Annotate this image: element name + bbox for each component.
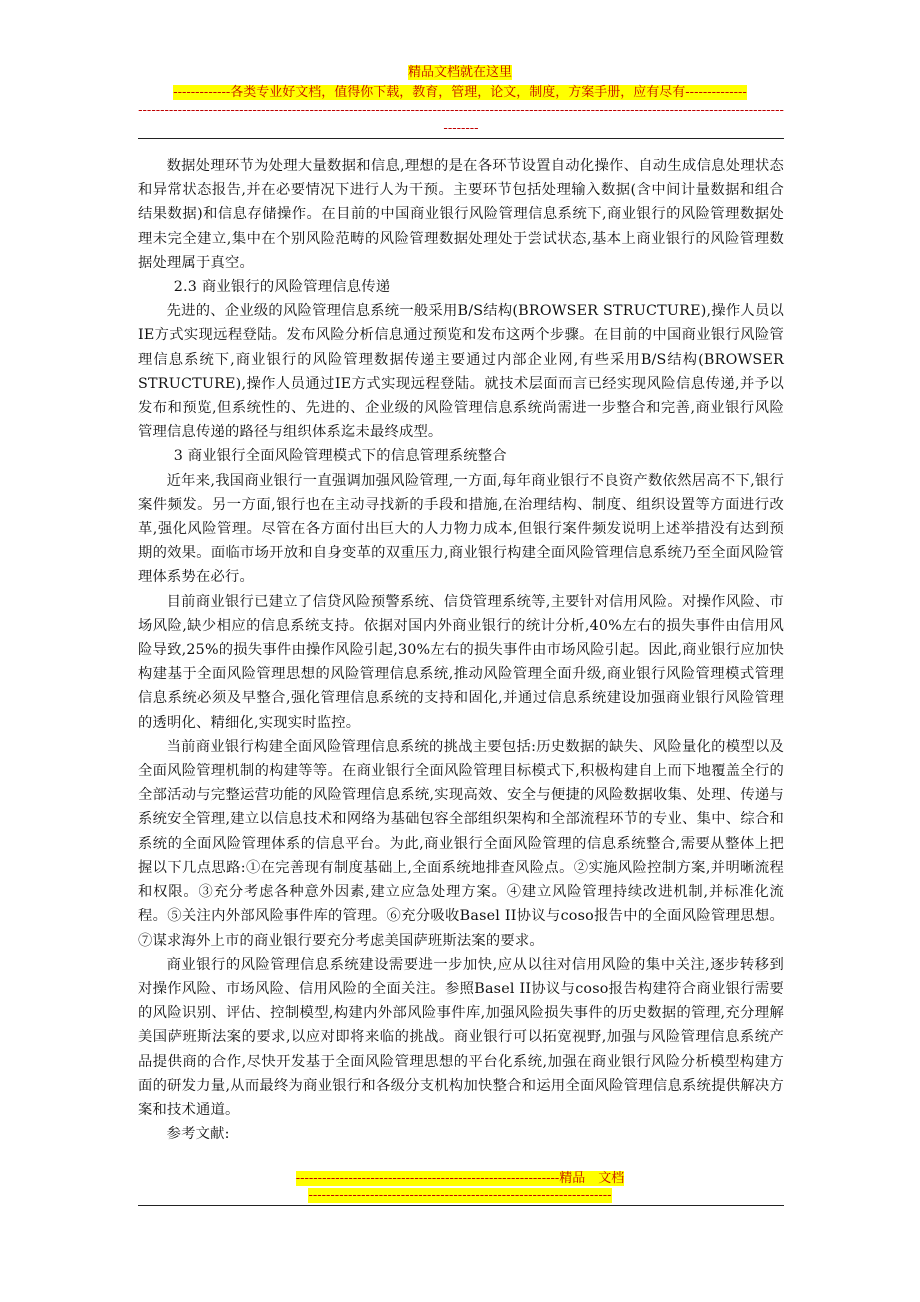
footer-line-2 xyxy=(0,1187,920,1205)
paragraph: 商业银行的风险管理信息系统建设需要进一步加快,应从以往对信用风险的集中关注,逐步转移到对操作风险、市场风险、信用风险的全面关注。参照Basel II协议与coso报告构建符合商业银行需要的风险识别、评估、控制模型,构建内外部风险事件库,加强风险损失事件的历史数据的管理,充分理解美国萨班斯法案的要求,以应对即将来临的挑战。商业银行可以拓宽视野,加强与风险管理信息系统产品提供商的合作,尽快开发基于全面风险管理思想的平台化系统,加强在商业银行风险分析模型构建方面的研发力量,从而最终为商业银行和各级分支机构加快整合和运用全面风险管理信息系统提供解决方案和技术通道。 xyxy=(138,956,784,1118)
footer-line-2-text: --------------------------------------------------------------------- xyxy=(308,1188,612,1203)
footer-line-1 xyxy=(0,1170,920,1188)
document-body xyxy=(138,154,784,1146)
paragraph: 近年来,我国商业银行一直强调加强风险管理,一方面,每年商业银行不良资产数依然居高不下,银行案件频发。另一方面,银行也在主动寻找新的手段和措施,在治理结构、制度、组织设置等方面进行改革,强化风险管理。尽管在各方面付出巨大的人力物力成本,但银行案件频发说明上述举措没有达到预期的效果。面临市场开放和自身变革的双重压力,商业银行构建全面风险管理信息系统乃至全面风险管理体系势在必行。 xyxy=(138,472,784,586)
header-dash-line: ----------------------------------------------------------------------------------------------------------------------------------------------------------- xyxy=(138,103,784,136)
references-label: 参考文献: xyxy=(166,1126,230,1143)
header-subtitle-text: -------------各类专业好文档，值得你下载，教育，管理，论文，制度，方案手册，应有尽有-------------- xyxy=(173,85,747,100)
paragraph: 目前商业银行已建立了信贷风险预警系统、信贷管理系统等,主要针对信用风险。对操作风险、市场风险,缺少相应的信息系统支持。依据对国内外商业银行的统计分析,40%左右的损失事件由信用风险导致,25%的损失事件由操作风险引起,30%左右的损失事件由市场风险引起。因此,商业银行应加快构建基于全面风险管理思想的风险管理信息系统,推动风险管理全面升级,商业银行风险管理模式管理信息系统必须及早整合,强化管理信息系统的支持和固化,并通过信息系统建设加强商业银行风险管理的透明化、精细化,实现实时监控。 xyxy=(138,593,784,731)
paragraph: 当前商业银行构建全面风险管理信息系统的挑战主要包括:历史数据的缺失、风险量化的模型以及全面风险管理机制的构建等等。在商业银行全面风险管理目标模式下,积极构建自上而下地覆盖全行的全部活动与完整运营功能的风险管理信息系统,实现高效、安全与便捷的风险数据收集、处理、传递与系统安全管理,建立以信息技术和网络为基础包容全部组织架构和全部流程环节的专业、集中、综合和系统的全面风险管理体系的信息平台。为此,商业银行全面风险管理的信息系统整合,需要从整体上把握以下几点思路:①在完善现有制度基础上,全面系统地排查风险点。②实施风险控制方案,并明晰流程和权限。③充分考虑各种意外因素,建立应急处理方案。④建立风险管理持续改进机制,并标准化流程。⑤关注内外部风险事件库的管理。⑥充分吸收Basel II协议与coso报告中的全面风险管理思想。⑦谋求海外上市的商业银行要充分考虑美国萨班斯法案的要求。 xyxy=(138,738,784,949)
section-heading: 3 商业银行全面风险管理模式下的信息管理系统整合 xyxy=(173,448,507,465)
paragraph: 先进的、企业级的风险管理信息系统一般采用B/S结构(BROWSER STRUCTURE),操作人员以IE方式实现远程登陆。发布风险分析信息通过预览和发布这两个步骤。在目前的中国商业银行风险管理信息系统下,商业银行的风险管理数据传递主要通过内部企业网,有些采用B/S结构(BROWSER STRUCTURE),操作人员通过IE方式实现远程登陆。就技术层面而言已经实现风险信息传递,并予以发布和预览,但系统性的、先进的、企业级的风险管理信息系统尚需进一步整合和完善,商业银行风险管理信息传递的路径与组织体系迄未最终成型。 xyxy=(138,303,784,441)
paragraph: 数据处理环节为处理大量数据和信息,理想的是在各环节设置自动化操作、自动生成信息处理状态和异常状态报告,并在必要情况下进行人为干预。主要环节包括处理输入数据(含中间计量数据和组合结果数据)和信息存储操作。在目前的中国商业银行风险管理信息系统下,商业银行的风险管理数据处理未完全建立,集中在个别风险范畴的风险管理数据处理处于尝试状态,基本上商业银行的风险管理数据处理属于真空。 xyxy=(138,158,784,271)
section-heading: 2.3 商业银行的风险管理信息传递 xyxy=(173,279,391,296)
header-title xyxy=(0,64,920,82)
footer-rule xyxy=(138,1205,784,1206)
header-rule xyxy=(138,138,784,139)
footer-line-1-text: ------------------------------------------------------------精品 文档 xyxy=(295,1171,625,1186)
header-subtitle xyxy=(0,84,920,102)
header-title-text: 精品文档就在这里 xyxy=(407,65,512,80)
